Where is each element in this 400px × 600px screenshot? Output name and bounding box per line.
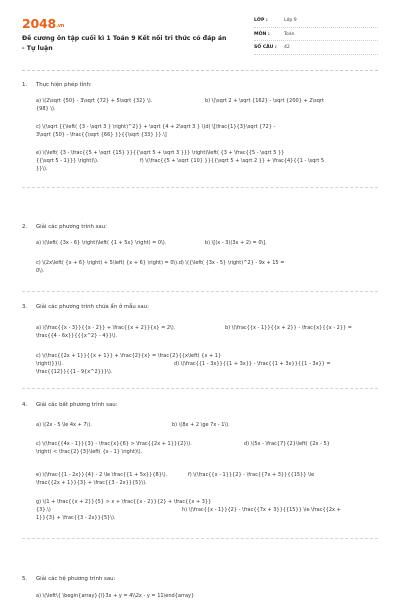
question-heading	[22, 400, 378, 410]
document-header	[22, 14, 378, 64]
question-text-line: c) \(\frac{{4x - 1}}{3} - \frac{x}{6} > \frac{{2x + 1}}{2}\).	[36, 441, 192, 447]
meta-label: LỚP :	[254, 18, 268, 23]
question-text-line: {3}.\)	[36, 507, 51, 513]
question-heading	[22, 302, 378, 312]
question-text-line: \frac{{2x + 1}}{3} + \frac{{3 - 2x}}{5}\).	[36, 480, 147, 486]
question-text-line: f) \(\frac{{5 + \sqrt {10} }}{{\sqrt 5 + \sqrt 2 }} + \frac{4}{{1 - \sqrt 5	[140, 158, 325, 164]
question-text-line: a) \(\left( {3x - 6} \right)\left( {1 + 5x} \right) = 0\).	[36, 240, 167, 246]
meta-value: Toán	[284, 31, 295, 37]
header-divider	[22, 70, 378, 71]
logo-text: 2048	[22, 16, 56, 31]
question-text-line: 0\).	[36, 268, 45, 274]
question-text-line: c) \(2x\left( {x + 6} \right) + 5\left( {x + 6} \right) = 0\).d) \({\left( {3x - 5} \right)^2} - 9x + 15 =	[36, 260, 285, 266]
question-text-line: c) \(\frac{{2x + 1}}{{x + 1}} + \frac{2}{x} = \frac{2}{{x\left( {x + 1}	[36, 353, 222, 359]
question-text-line: a) \(2\sqrt {50} - 3\sqrt {72} + 5\sqrt {32} \).	[36, 98, 153, 104]
document-title-line-2: - Tự luận	[22, 44, 53, 52]
question-text-line: e) \(\left( {3 - \frac{{5 + \sqrt {15} }}{{\sqrt 5 + \sqrt 3 }}} \right)\left( {3 + \frac{{5 - \sqrt 5 }}	[36, 150, 285, 156]
meta-label: MÔN :	[254, 31, 270, 37]
question-text-line: a) \(2x - 5 \le 4x + 7\).	[36, 422, 92, 428]
site-logo[interactable]	[22, 16, 64, 31]
question-heading	[22, 222, 378, 232]
question-text-line: 1}}{3} + \frac{{3 - 2x}}{5}\).	[36, 515, 116, 521]
question-text-line: c) \(\sqrt {{\left( {3 - \sqrt 3 } \right)^2}} + \sqrt {4 + 2\sqrt 3 } \)d) \[\frac{1}{3}\sqrt {72} -	[36, 124, 276, 130]
question-title: Giải các bất phương trình sau:	[36, 402, 118, 408]
section-separator	[22, 538, 378, 539]
question-text-line: }}\).	[36, 166, 48, 172]
question-text-line: b) \(8x + 2 \ge 7x - 1\).	[172, 422, 230, 428]
question-text-line: a) \(\frac{{x - 3}}{{x - 2}} + \frac{{x + 2}}{x} = 2\).	[36, 325, 176, 331]
question-number: 1.	[22, 82, 28, 88]
question-text-line: \frac{{12}}{{1 - 9{x^2}}}\).	[36, 369, 113, 375]
question-heading	[22, 574, 378, 584]
question-title: Giải các phương trình sau:	[36, 224, 107, 230]
question-text-line: b) \[(x - 3)(3x + 2) = 0\].	[205, 240, 267, 246]
question-number: 5.	[22, 576, 28, 582]
question-text-line: h) \(\frac{{x - 1}}{2} - \frac{{7x + 3}}{{15}} \le \frac{{2x +	[182, 507, 341, 513]
question-text-line: d) \(\frac{{1 - 3x}}{{1 + 3x}} - \frac{{1 + 3x}}{{1 - 3x}} =	[174, 361, 331, 367]
question-text-line: b) \(\sqrt 2 + \sqrt {162} - \sqrt {200} + 2\sqrt	[205, 98, 324, 104]
question-text-line: 3\sqrt {50} - \frac{{\sqrt {66} }}{{\sqrt {33} }}.\]	[36, 132, 167, 138]
question-title: Giải các phương trình chứa ẩn ở mẫu sau:	[36, 304, 149, 310]
question-text-line: f) \(\frac{{x - 1}}{2} - \frac{{7x + 3}}{{15}} \le	[188, 472, 315, 478]
question-5	[22, 574, 378, 599]
section-separator	[22, 291, 378, 292]
meta-row-subject	[254, 28, 378, 42]
question-text-line: {98} \).	[36, 106, 56, 112]
question-text-line: e) \(\frac{{1 - 2x}}{4} - 2 \le \frac{{1 + 5x}}{8}\).	[36, 472, 168, 478]
meta-value: Lớp 9	[284, 18, 297, 23]
question-number: 2.	[22, 224, 28, 230]
meta-value: 42	[284, 45, 290, 50]
question-2	[22, 222, 378, 274]
question-text-line: \frac{{4 - 6x}}{{{x^2} - 4}}\).	[36, 333, 118, 339]
question-text-line: {{\sqrt 5 - 1}}} \right)\).	[36, 158, 99, 164]
document-title	[22, 34, 247, 53]
meta-row-question-count	[254, 41, 378, 55]
question-text-line: \right) < \frac{2}{3}\left( {x - 1} \right)\).	[36, 449, 143, 455]
question-text-line: a) \(\left\{ \begin{array}{l}3x + y = 4\\2x - y = 11\end{array}	[36, 593, 195, 599]
question-text-line: b) \(\frac{{x - 1}}{{x + 2}} - \frac{x}{{x - 2}} =	[225, 325, 352, 331]
question-3	[22, 302, 378, 375]
question-1	[22, 80, 378, 172]
document-title-line-1: Đề cương ôn tập cuối kì 1 Toán 9 Kết nối tri thức có đáp án	[22, 35, 227, 42]
question-heading	[22, 80, 378, 90]
section-separator	[22, 187, 378, 188]
question-text-line: g) \(1 + \frac{{x + 2}}{5} > x + \frac{{x - 2}}{2} + \frac{{x + 3}}	[36, 499, 212, 505]
document-meta	[254, 14, 378, 55]
question-number: 4.	[22, 402, 28, 408]
question-text-line: d) \(5x - \frac{7}{2}\left( {2x - 5}	[244, 441, 330, 447]
meta-row-class	[254, 14, 378, 28]
question-title: Thực hiện phép tính:	[36, 82, 92, 88]
question-title: Giải các hệ phương trình sau:	[36, 576, 116, 582]
meta-label: SỐ CÂU :	[254, 45, 277, 50]
section-separator	[22, 388, 378, 389]
question-4	[22, 400, 378, 521]
question-text-line: \right)}}\).	[36, 361, 63, 367]
question-number: 3.	[22, 304, 28, 310]
logo-tld: .vn	[56, 23, 65, 29]
